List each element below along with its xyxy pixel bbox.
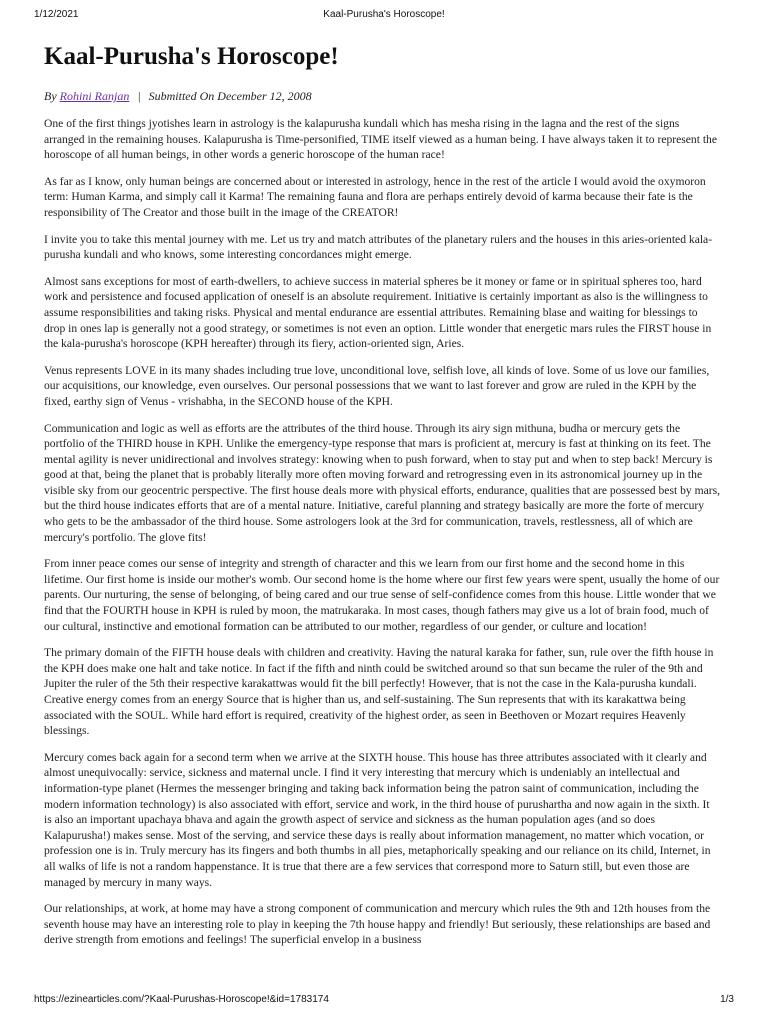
- print-footer: [34, 994, 734, 1008]
- paragraph: I invite you to take this mental journey with me. Let us try and match attributes of the planetary rulers and the houses in this aries-oriented kala-purusha kundali and who knows, some interesting concordances might emerge.: [44, 232, 713, 262]
- article-body: [44, 116, 720, 948]
- submitted-date: Submitted On December 12, 2008: [148, 89, 312, 103]
- paragraph: Mercury comes back again for a second term when we arrive at the SIXTH house. This house has three attributes associated with it clearly and almost unequivocally: service, sickness and maternal uncle. I find it very interesting that mercury which is undeniably an intellectual and information-type planet (Hermes the messenger bringing and taking back information being the patron saint of communication, including the modern information technology) is also associated with effort, service and work, in the third house of purushartha and now again in the sixth. It is also an important upachaya bhava and again the growth aspect of service and sickness as the human population ages (and so does Kalapurusha!) makes sense. Most of the serving, and service these days is really about information management, no matter which vocation, or profession one is in. Truly mercury has its fingers and both thumbs in all pies, metaphorically speaking and our reliance on its child, Internet, in all walks of life is not a random happenstance. It is true that there are a few services that correspond more to Saturn still, but even those are managed by mercury in many ways.: [44, 750, 711, 889]
- page-url: https://ezinearticles.com/?Kaal-Purushas-Horoscope!&id=1783174: [34, 994, 329, 1005]
- paragraph: Almost sans exceptions for most of earth-dwellers, to achieve success in material spheres be it money or fame or in spiritual spheres too, hard work and persistence and focused application of oneself is an absolute requirement. Initiative is certainly important as also is the willingness to assume responsibilities and taking risks. Physical and mental endurance are essential attributes. Remaining blase and waiting for blessings to drop in ones lap is generally not a good strategy, or sometimes is not even an option. Little wonder that energetic mars rules the FIRST house in the kala-purusha's horoscope (KPH hereafter) through its fiery, action-oriented sign, Aries.: [44, 274, 712, 351]
- paragraph: Our relationships, at work, at home may have a strong component of communication and mercury which rules the 9th and 12th houses from the seventh house may have an interesting role to play in keeping the 7th house happy and friendly! But seriously, these relationships are based and derive strength from emotions and feelings! The superficial envelop in a business: [44, 902, 711, 947]
- byline-separator: |: [137, 89, 141, 103]
- article-title: Kaal-Purusha's Horoscope!: [44, 43, 339, 70]
- byline-prefix: By: [44, 89, 57, 103]
- print-date: 1/12/2021: [34, 9, 79, 20]
- paragraph: As far as I know, only human beings are concerned about or interested in astrology, hence in the rest of the article I would avoid the oxymoron term: Human Karma, and simply call it Karma! The remaining fauna and flora are perhaps entirely devoid of karma because their fate is the responsibility of The Creator and those built in the image of the CREATOR!: [44, 174, 706, 219]
- print-header: [34, 9, 734, 23]
- paragraph: The primary domain of the FIFTH house deals with children and creativity. Having the natural karaka for father, sun, rule over the fifth house in the KPH does make one halt and take notice. In fact if the fifth and ninth could be switched around so that sun became the ruler of the 9th and Jupiter the ruler of the 5th their respective karakattwas would fit the bill perfectly! However, that is not the case in the Kala-purusha kundali. Creative energy comes from an energy Source that is higher than us, and self-sustaining. The Sun represents that with its karakattwa being associated with the SOUL. While hard effort is required, creativity of the highest order, as seen in Beethoven or Mozart requires Heavenly blessings.: [44, 646, 714, 738]
- author-link[interactable]: Rohini Ranjan: [59, 89, 130, 103]
- paragraph: Venus represents LOVE in its many shades including true love, unconditional love, selfish love, all kinds of love. Some of us love our families, our acquisitions, our knowledge, even ourselves. Our personal possessions that we want to last forever and grow are ruled in the KPH by the fixed, earthy sign of Venus - vrishabha, in the SECOND house of the KPH.: [44, 363, 710, 408]
- print-document-title: Kaal-Purusha's Horoscope!: [323, 9, 445, 20]
- paragraph: One of the first things jyotishes learn in astrology is the kalapurusha kundali which has mesha rising in the lagna and the rest of the signs arranged in the remaining houses. Kalapurusha is Time-personified, TIME itself viewed as a human being. I have always taken it to represent the horoscope of all human beings, in other words a generic horoscope of the human race!: [44, 117, 718, 162]
- paragraph: Communication and logic as well as efforts are the attributes of the third house. Through its airy sign mithuna, budha or mercury gets the portfolio of the THIRD house in KPH. Unlike the emergency-type response that mars is proficient at, mercury is fast at thinking on its feet. The mental agility is never unidirectional and involves strategy: knowing when to push forward, when to stay put and when to step back! Mercury is good at that, being the planet that is probably literally more often moving forward and retrogressing even in its astronomical journey up in the visible sky from our geocentric perspective. The first house deals more with physical efforts, endurance, qualities that are possessed best by mars, but the third house indicates efforts that are of a mental nature. Initiative, careful planning and strategy basically are more the forte of mercury who gets to be the ambassador of the third house. Some astrologers look at the 3rd for communication, travels, restlessness, all of which are mercury's portfolio. The glove fits!: [44, 421, 720, 544]
- page-number: 1/3: [720, 994, 734, 1005]
- paragraph: From inner peace comes our sense of integrity and strength of character and this we learn from our first home and the second home in this lifetime. Our first home is inside our mother's womb. Our second home is the home where our first few years were spent, usually the home of our parents. Our nurturing, the sense of belonging, of being cared and our true sense of self-confidence comes from this house. Little wonder that we find that the FOURTH house in KPH is ruled by moon, the matrukaraka. In most cases, though fathers may give us a lot of brain food, much of our cultural, instinctive and emotional formation can be attributed to our mother, regardless of our gender, or culture and location!: [44, 557, 720, 633]
- byline: [44, 88, 720, 104]
- article: [44, 40, 720, 988]
